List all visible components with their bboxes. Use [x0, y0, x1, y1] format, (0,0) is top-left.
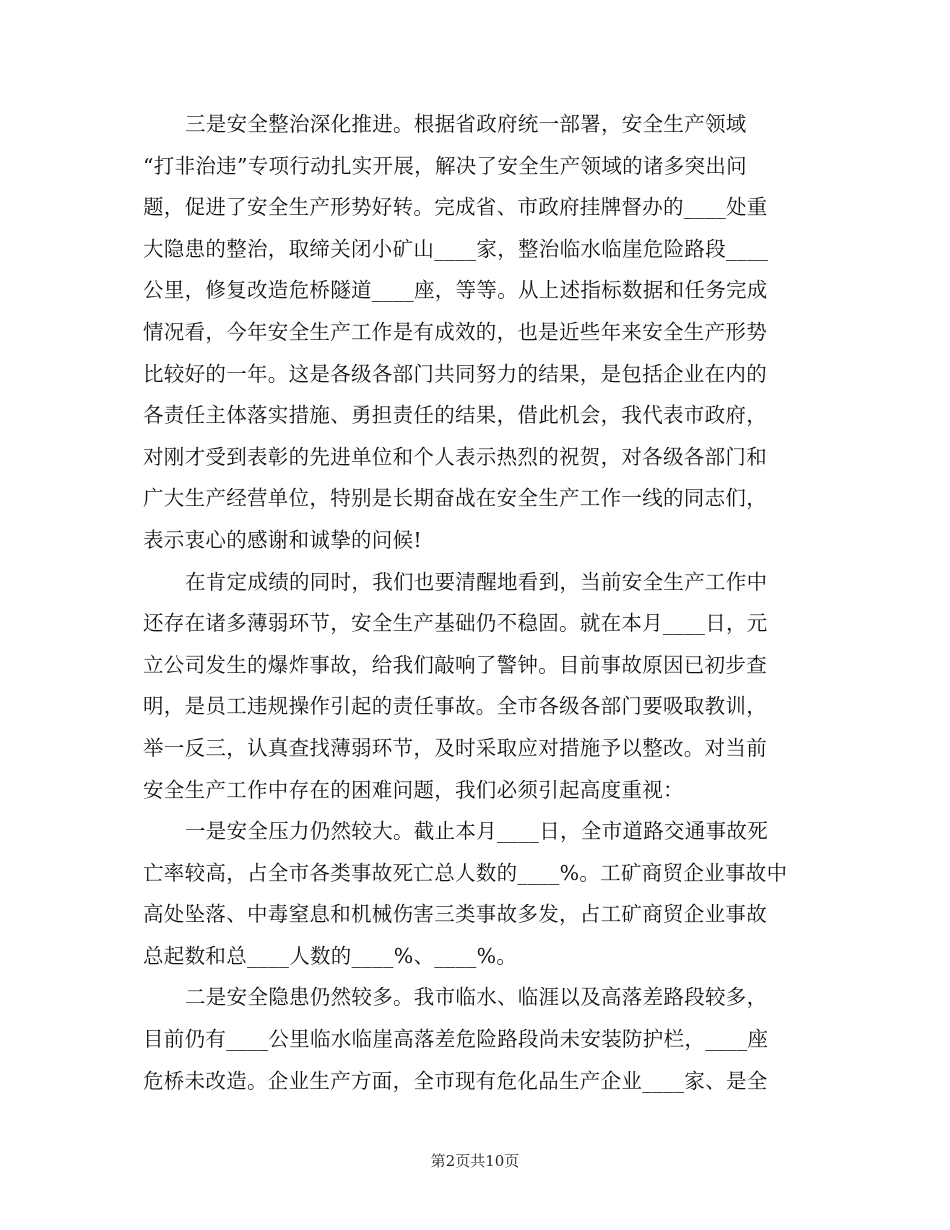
paragraph-line: 大隐患的整治，取缔关闭小矿山____家，整治临水临崖危险路段____ — [143, 236, 769, 261]
paragraph-line: 立公司发生的爆炸事故，给我们敲响了警钟。目前事故原因已初步查 — [143, 652, 767, 677]
paragraph-line: 总起数和总____人数的____%、____%。 — [143, 943, 518, 968]
paragraph-line: 比较好的一年。这是各级各部门共同努力的结果，是包括企业在内的 — [143, 361, 767, 386]
page-number-footer: 第2页共10页 — [430, 1152, 520, 1170]
paragraph-line: 三是安全整治深化推进。根据省政府统一部署，安全生产领域 — [185, 112, 747, 136]
body-text — [143, 104, 805, 1102]
paragraph-line: 目前仍有____公里临水临崖高落差危险路段尚未安装防护栏，____座 — [143, 1027, 769, 1052]
paragraph-line: 危桥未改造。企业生产方面，全市现有危化品生产企业____家、是全 — [143, 1068, 768, 1093]
paragraph-line: 各责任主体落实措施、勇担责任的结果，借此机会，我代表市政府， — [143, 403, 767, 428]
paragraph-line: 对刚才受到表彰的先进单位和个人表示热烈的祝贺，对各级各部门和 — [143, 444, 767, 469]
paragraph-line: 公里，修复改造危桥隧道____座，等等。从上述指标数据和任务完成 — [143, 278, 768, 303]
paragraph-line: 举一反三，认真查找薄弱环节，及时采取应对措施予以整改。对当前 — [143, 735, 767, 760]
paragraph-line: 二是安全隐患仍然较多。我市临水、临涯以及高落差路段较多， — [185, 985, 768, 1010]
paragraph-line: 明，是员工违规操作引起的责任事故。全市各级各部门要吸取教训， — [143, 694, 767, 719]
paragraph-line: “打非治违”专项行动扎实开展，解决了安全生产领域的诸多突出问 — [143, 153, 747, 178]
paragraph-line: 一是安全压力仍然较大。截止本月____日，全市道路交通事故死 — [185, 819, 768, 844]
paragraph-line: 高处坠落、中毒窒息和机械伤害三类事故多发，占工矿商贸企业事故 — [143, 902, 767, 927]
paragraph-line: 题，促进了安全生产形势好转。完成省、市政府挂牌督办的____处重 — [143, 195, 768, 220]
paragraph-line: 情况看，今年安全生产工作是有成效的，也是近些年来安全生产形势 — [143, 319, 767, 344]
paragraph-line: 还存在诸多薄弱环节，安全生产基础仍不稳固。就在本月____日，元 — [143, 611, 768, 636]
paragraph-line: 亡率较高，占全市各类事故死亡总人数的____%。工矿商贸企业事故中 — [143, 860, 788, 885]
paragraph-line: 表示衷心的感谢和诚挚的问候! — [143, 527, 422, 552]
paragraph-line: 安全生产工作中存在的困难问题，我们必须引起高度重视： — [143, 777, 684, 802]
paragraph-line: 广大生产经营单位，特别是长期奋战在安全生产工作一线的同志们， — [143, 486, 767, 511]
paragraph-line: 在肯定成绩的同时，我们也要清醒地看到，当前安全生产工作中 — [185, 569, 768, 594]
